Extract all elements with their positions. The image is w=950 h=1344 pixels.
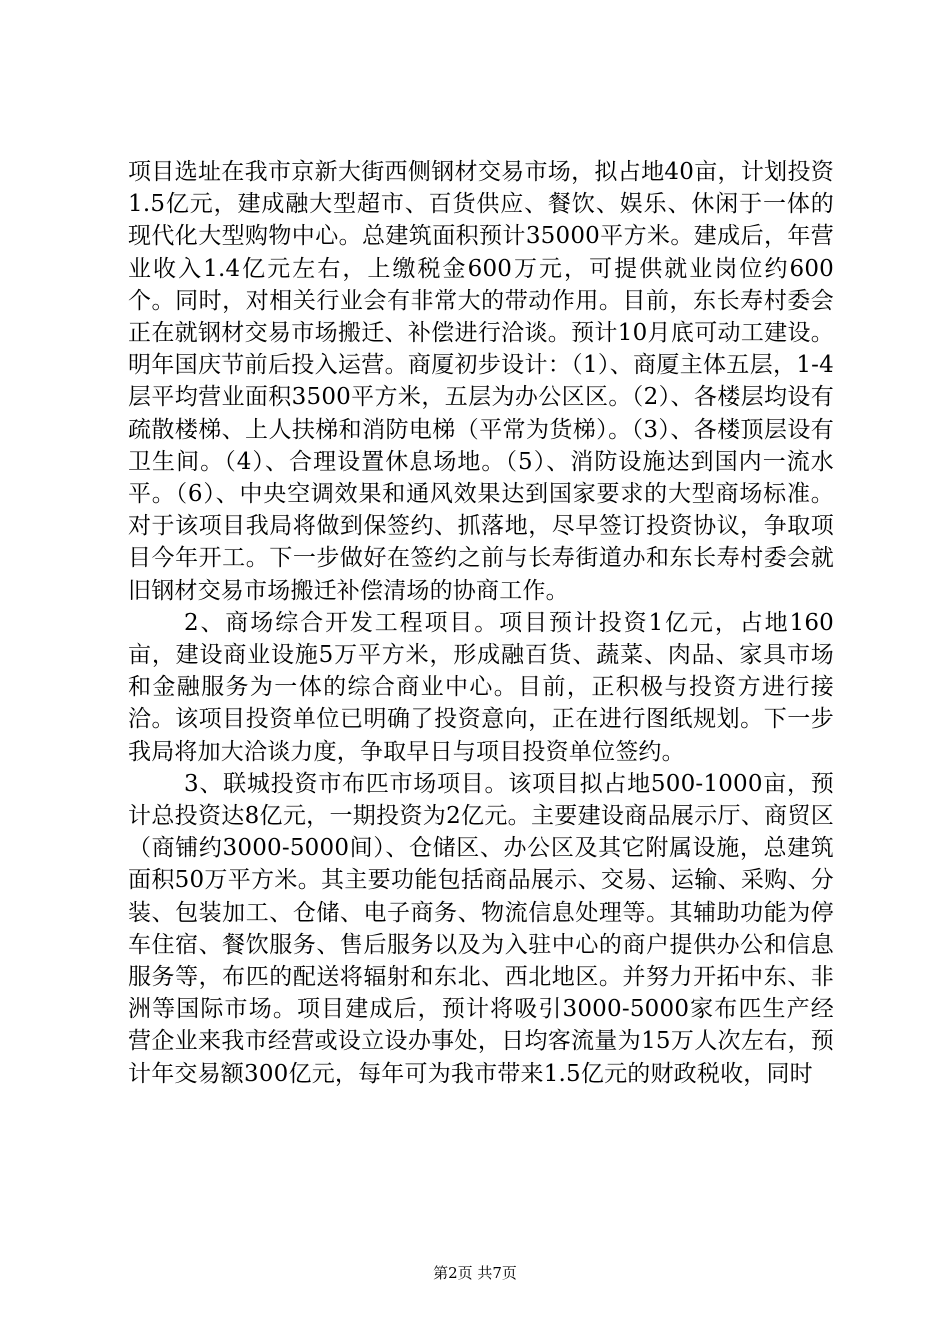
page-number: 第2页 共7页 — [433, 1264, 517, 1282]
paragraph-mall-development-project: 2、商场综合开发工程项目。项目预计投资1亿元，占地160亩，建设商业设施5万平方米，形成融百货、蔬菜、肉品、家具市场和金融服务为一体的综合商业中心。目前，正积极与投资方进行接洽。该项目投资单位已明确了投资意向，正在进行图纸规划。下一步我局将加大洽谈力度，争取早日与项目投资单位签约。 — [128, 609, 834, 765]
document-body — [128, 156, 834, 1090]
paragraph-fabric-market-project: 3、联城投资市布匹市场项目。该项目拟占地500-1000亩，预计总投资达8亿元，一期投资为2亿元。主要建设商品展示厅、商贸区（商铺约3000-5000间）、仓储区、办公区及其它附属设施，总建筑面积50万平方米。其主要功能包括商品展示、交易、运输、采购、分装、包装加工、仓储、电子商务、物流信息处理等。其辅助功能为停车住宿、餐饮服务、售后服务以及为入驻中心的商户提供办公和信息服务等，布匹的配送将辐射和东北、西北地区。并努力开拓中东、非洲等国际市场。项目建成后，预计将吸引3000-5000家布匹生产经营企业来我市经营或设立设办事处，日均客流量为15万人次左右，预计年交易额300亿元，每年可为我市带来1.5亿元的财政税收，同时 — [128, 770, 834, 1087]
page-footer — [0, 1262, 950, 1283]
paragraph-project-site: 项目选址在我市京新大街西侧钢材交易市场，拟占地40亩，计划投资1.5亿元，建成融大型超市、百货供应、餐饮、娱乐、休闲于一体的现代化大型购物中心。总建筑面积预计35000平方米。建成后，年营业收入1.4亿元左右，上缴税金600万元，可提供就业岗位约600个。同时，对相关行业会有非常大的带动作用。目前，东长寿村委会正在就钢材交易市场搬迁、补偿进行洽谈。预计10月底可动工建设。明年国庆节前后投入运营。商厦初步设计：（1）、商厦主体五层，1-4层平均营业面积3500平方米，五层为办公区区。（2）、各楼层均设有疏散楼梯、上人扶梯和消防电梯（平常为货梯）。（3）、各楼顶层设有卫生间。（4）、合理设置休息场地。（5）、消防设施达到国内一流水平。（6）、中央空调效果和通风效果达到国家要求的大型商场标准。对于该项目我局将做到保签约、抓落地，尽早签订投资协议，争取项目今年开工。下一步做好在签约之前与长寿街道办和东长寿村委会就旧钢材交易市场搬迁补偿清场的协商工作。 — [128, 159, 834, 604]
